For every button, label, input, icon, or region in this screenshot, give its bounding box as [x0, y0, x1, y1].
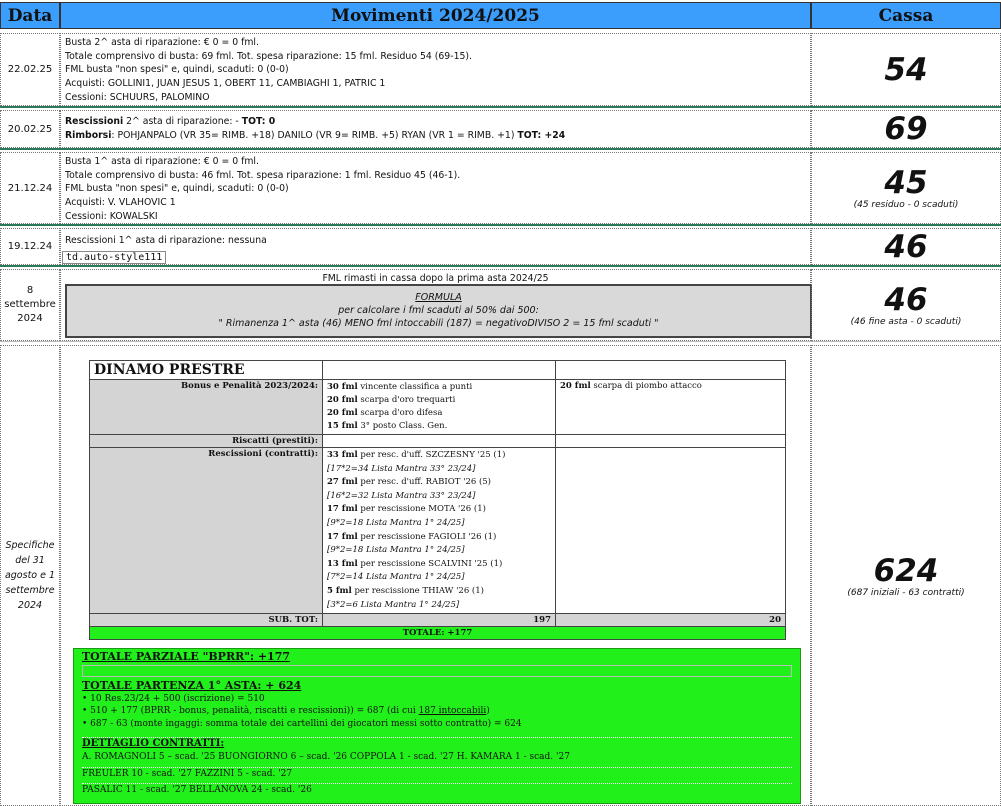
row-separator	[0, 224, 1001, 226]
table-cell	[556, 380, 786, 435]
list-item: 33 fml per resc. d'uff. SZCZESNY '25 (1)	[327, 450, 506, 460]
list-item: 27 fml per resc. d'uff. RABIOT '26 (5)	[327, 477, 491, 488]
row-date: 22.02.25	[0, 33, 60, 106]
row-movements	[60, 110, 811, 148]
contract-line: A. ROMAGNOLI 5 – scad. '25 BUONGIORNO 6 – scad. '26 COPPOLA 1 - scad. '27 H. KAMARA 1 - scad. '27	[82, 751, 570, 762]
row-date: 19.12.24	[0, 228, 60, 265]
list-item: 17 fml per rescissione FAGIOLI '26 (1)	[327, 531, 497, 542]
row-cassa	[811, 228, 1001, 265]
table-row	[90, 361, 786, 380]
list-item: 17 fml per rescissione MOTA '26 (1)	[327, 504, 486, 515]
table-cell	[323, 380, 556, 435]
cassa-value: 46	[884, 228, 928, 265]
bullet-line: • 510 + 177 (BPRR - bonus, penalità, riscatti e rescissioni)) = 687 (di cui 187 intoccabili)	[82, 706, 490, 717]
cassa-value: 45	[884, 165, 928, 201]
formula-line: " Rimanenza 1^ asta (46) MENO fml intoccabili (187) = negativoDIVISO 2 = 15 fml scaduti "	[218, 318, 659, 329]
totale: TOTALE: +177	[90, 627, 786, 640]
row-cassa	[811, 110, 1001, 148]
row-date: Specifiche del 31 agosto e 1 settembre 2024	[0, 345, 60, 806]
header-date: Data	[0, 2, 60, 29]
cassa-value: 624	[873, 552, 939, 589]
table-row	[90, 435, 786, 448]
dettaglio-title: DETTAGLIO CONTRATTI:	[82, 737, 225, 749]
header-cassa: Cassa	[811, 2, 1001, 29]
list-item: [9*2=18 Lista Mantra 1° 24/25]	[327, 517, 465, 528]
contract-line: FREULER 10 - scad. '27 FAZZINI 5 - scad. '27	[82, 768, 293, 779]
row-label: SUB. TOT:	[90, 614, 323, 627]
table-cell	[323, 435, 556, 448]
formula-title: FORMULA	[415, 292, 462, 303]
movement-line: Totale comprensivo di busta: 46 fml. Tot. spesa riparazione: 1 fml. Residuo 45 (46-1).	[65, 169, 461, 181]
movement-line: FML busta "non spesi" e, quindi, scaduti: 0 (0-0)	[65, 64, 289, 76]
list-item: 30 fml vincente classifica a punti	[327, 382, 473, 392]
row-separator	[0, 265, 1001, 267]
table-cell	[323, 448, 556, 614]
row-cassa	[811, 152, 1001, 224]
formula-line: per calcolare i fml scaduti al 50% dai 500:	[338, 305, 539, 316]
row-label: Rescissioni (contratti):	[90, 448, 323, 614]
contract-line: PASALIC 11 - scad. '27 BELLANOVA 24 - scad. '26	[82, 785, 312, 796]
row-date: 20.02.25	[0, 110, 60, 148]
row-separator	[0, 148, 1001, 150]
empty-field	[82, 665, 792, 677]
movement-line: Acquisti: V. VLAHOVIC 1	[65, 197, 176, 209]
team-summary-table	[89, 360, 786, 640]
list-item: 20 fml scarpa d'oro trequarti	[327, 395, 456, 405]
movement-line: Busta 1^ asta di riparazione: € 0 = 0 fml.	[65, 156, 259, 167]
list-item: [3*2=6 Lista Mantra 1° 24/25]	[327, 599, 460, 610]
section-title: FML rimasti in cassa dopo la prima asta 2024/25	[322, 273, 549, 284]
bullet-line: • 687 - 63 (monte ingaggi: somma totale dei cartellini dei giocatori messi sotto contratto) = 624	[82, 719, 522, 730]
movement-line: Cessioni: SCHUURS, PALOMINO	[65, 91, 210, 103]
movement-line: Acquisti: GOLLINI1, JUAN JESUS 1, OBERT 11, CAMBIAGHI 1, PATRIC 1	[65, 78, 386, 90]
list-item: 5 fml per rescissione THIAW '26 (1)	[327, 585, 484, 596]
table-cell	[556, 435, 786, 448]
list-item: 13 fml per rescissione SCALVINI '25 (1)	[327, 558, 503, 569]
cassa-value: 54	[884, 51, 928, 88]
movement-line: Rescissioni 1^ asta di riparazione: nessuna	[65, 235, 267, 246]
list-item: [16*2=32 Lista Mantra 33° 23/24]	[327, 490, 476, 501]
movement-line: Totale comprensivo di busta: 69 fml. Tot. spesa riparazione: 15 fml. Residuo 54 (69-15).	[65, 50, 472, 62]
row-cassa	[811, 345, 1001, 806]
row-movements	[60, 152, 811, 224]
table-row	[90, 380, 786, 435]
table-cell	[556, 448, 786, 614]
table-row	[90, 448, 786, 614]
row-cassa	[811, 33, 1001, 106]
list-item: 20 fml scarpa di piombo attacco	[560, 381, 702, 391]
team-name: DINAMO PRESTRE	[90, 361, 323, 380]
formula-box	[65, 284, 812, 338]
header-title: Movimenti 2024/2025	[60, 2, 811, 29]
element-inspector-tag: td.auto-style111	[62, 251, 166, 264]
subtot-left: 197	[323, 614, 556, 627]
list-item: [9*2=18 Lista Mantra 1° 24/25]	[327, 545, 465, 556]
cassa-note: (687 iniziali - 63 contratti)	[847, 587, 965, 598]
cassa-note: (46 fine asta - 0 scaduti)	[850, 317, 962, 327]
row-date: 8 settembre 2024	[0, 269, 60, 341]
movement-line: Cessioni: KOWALSKI	[65, 210, 158, 222]
row-cassa	[811, 269, 1001, 341]
row-label: Bonus e Penalità 2023/2024:	[90, 380, 323, 435]
bullet-line: • 10 Res.23/24 + 500 (iscrizione) = 510	[82, 693, 265, 704]
movement-line: FML busta "non spesi" e, quindi, scaduti: 0 (0-0)	[65, 183, 289, 195]
totale-partenza: TOTALE PARTENZA 1° ASTA: + 624	[82, 678, 302, 692]
row-movements	[60, 33, 811, 106]
table-cell	[556, 361, 786, 380]
list-item: 20 fml scarpa d'oro difesa	[327, 408, 443, 418]
row-date: 21.12.24	[0, 152, 60, 224]
cassa-note: (45 residuo - 0 scaduti)	[853, 200, 959, 210]
summary-box	[73, 648, 801, 804]
cassa-value: 69	[884, 111, 928, 147]
list-item: 15 fml 3° posto Class. Gen.	[327, 421, 448, 431]
list-item: [7*2=14 Lista Mantra 1° 24/25]	[327, 572, 465, 583]
table-row	[90, 627, 786, 640]
row-separator	[0, 106, 1001, 108]
movement-line: Rimborsi: POHJANPALO (VR 35= RIMB. +18) DANILO (VR 9= RIMB. +5) RYAN (VR 1 = RIMB. +1) TOT: +24	[65, 129, 566, 141]
row-movements	[60, 228, 811, 265]
movement-line: Busta 2^ asta di riparazione: € 0 = 0 fml.	[65, 37, 259, 48]
list-item: [17*2=34 Lista Mantra 33° 23/24]	[327, 463, 476, 474]
cassa-value: 46	[884, 282, 928, 318]
row-separator	[0, 341, 1001, 342]
movement-line: Rescissioni 2^ asta di riparazione: - TOT: 0	[65, 116, 276, 127]
subtot-right: 20	[556, 614, 786, 627]
table-cell	[323, 361, 556, 380]
row-label: Riscatti (prestiti):	[90, 435, 323, 448]
table-row	[90, 614, 786, 627]
totale-parziale: TOTALE PARZIALE "BPRR": +177	[82, 650, 291, 663]
